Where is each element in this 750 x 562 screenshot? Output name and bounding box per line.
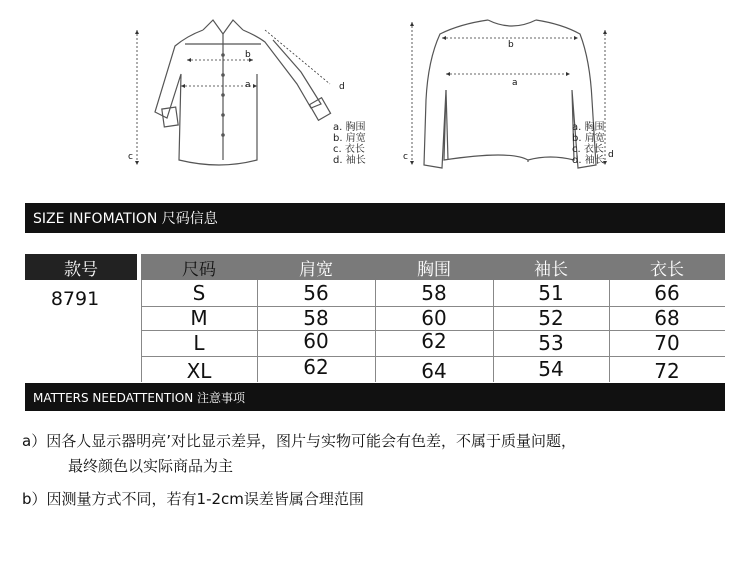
header-size: 尺码 bbox=[141, 254, 257, 280]
table-cell-shoulder: 58 bbox=[303, 306, 329, 330]
legend-item: d. 袖长 bbox=[572, 155, 605, 166]
legend-item: b. 肩宽 bbox=[333, 133, 366, 144]
table-row-size: S bbox=[192, 281, 206, 305]
table-cell-length: 70 bbox=[654, 331, 680, 355]
label-c: c bbox=[128, 152, 133, 162]
matters-title: MATTERS NEEDATTENTION 注意事项 bbox=[33, 390, 245, 405]
table-cell-chest: 62 bbox=[421, 329, 447, 353]
table-cell-sleeve: 51 bbox=[538, 281, 564, 305]
header-style-no: 款号 bbox=[25, 254, 137, 280]
header-sleeve: 袖长 bbox=[493, 254, 609, 280]
table-cell-shoulder: 62 bbox=[303, 355, 329, 379]
legend-item: c. 衣长 bbox=[572, 144, 604, 155]
table-cell-sleeve: 53 bbox=[538, 331, 564, 355]
label-d: d bbox=[339, 82, 345, 92]
table-cell-sleeve: 52 bbox=[538, 306, 564, 330]
table-cell-length: 72 bbox=[654, 359, 680, 383]
table-cell-length: 66 bbox=[654, 281, 680, 305]
table-cell-length: 68 bbox=[654, 306, 680, 330]
label-d: d bbox=[608, 150, 614, 160]
legend-item: b. 肩宽 bbox=[572, 133, 605, 144]
legend-item: a. 胸围 bbox=[333, 122, 366, 133]
legend-item: c. 衣长 bbox=[333, 144, 365, 155]
note-a-line1: a）因各人显示器明亮’对比显示差异，图片与实物可能会有色差，不属于质量问题， bbox=[22, 432, 576, 450]
table-cell-shoulder: 56 bbox=[303, 281, 329, 305]
label-a: a bbox=[245, 80, 251, 90]
label-b: b bbox=[245, 50, 251, 60]
table-cell-shoulder: 60 bbox=[303, 329, 329, 353]
label-a: a bbox=[512, 78, 518, 88]
header-shoulder: 肩宽 bbox=[257, 254, 375, 280]
label-c: c bbox=[403, 152, 408, 162]
table-row-size: M bbox=[190, 306, 208, 330]
shirt-diagram bbox=[125, 0, 375, 190]
table-cell-chest: 58 bbox=[421, 281, 447, 305]
style-number: 8791 bbox=[50, 288, 100, 310]
header-length: 衣长 bbox=[609, 254, 725, 280]
header-chest: 胸围 bbox=[375, 254, 493, 280]
legend-item: d. 袖长 bbox=[333, 155, 366, 166]
table-cell-chest: 60 bbox=[421, 306, 447, 330]
label-b: b bbox=[508, 40, 514, 50]
size-info-title: SIZE INFOMATION 尺码信息 bbox=[33, 211, 218, 227]
table-row-size: L bbox=[193, 331, 205, 355]
shirt-legend bbox=[333, 122, 366, 166]
table-row-size: XL bbox=[186, 359, 212, 383]
size-info-bar bbox=[25, 203, 725, 233]
table-cell-sleeve: 54 bbox=[538, 357, 564, 381]
sweater-diagram bbox=[400, 0, 620, 190]
note-a-line2: 最终颜色以实际商品为主 bbox=[68, 457, 234, 475]
sweater-legend bbox=[572, 122, 605, 166]
table-cell-chest: 64 bbox=[421, 359, 447, 383]
note-b-line1: b）因测量方式不同，若有1-2cm误差皆属合理范围 bbox=[22, 490, 364, 508]
legend-item: a. 胸围 bbox=[572, 122, 605, 133]
matters-bar bbox=[25, 383, 725, 411]
